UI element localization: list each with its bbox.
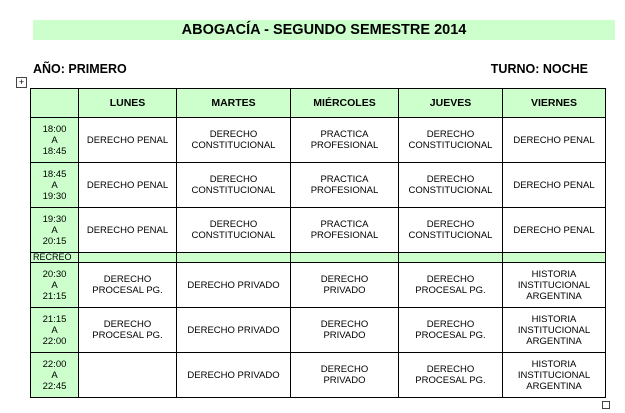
class-cell: [503, 353, 606, 398]
schedule-row: [31, 308, 606, 353]
class-line: PRIVADO: [323, 375, 366, 386]
time-line: A: [51, 324, 58, 336]
class-line: DERECHO: [209, 129, 258, 140]
class-cell: [399, 163, 503, 208]
class-line: PROCESAL PG.: [92, 330, 163, 341]
schedule-row: [31, 353, 606, 398]
time-line: 18:45: [42, 145, 67, 157]
schedule-row: [31, 118, 606, 163]
header-day: VIERNES: [503, 89, 606, 118]
class-cell: [79, 118, 177, 163]
class-line: PROCESAL PG.: [92, 285, 163, 296]
time-line: 19:30: [42, 213, 67, 225]
time-cell: [31, 308, 79, 353]
class-cell: [503, 263, 606, 308]
page-title: ABOGACÍA - SEGUNDO SEMESTRE 2014: [33, 20, 615, 40]
class-line: DERECHO: [320, 319, 369, 330]
class-cell: [177, 118, 291, 163]
table-resize-handle-icon[interactable]: [602, 401, 610, 409]
class-cell: [79, 163, 177, 208]
class-cell: [79, 353, 177, 398]
class-cell: [177, 353, 291, 398]
break-row: [31, 253, 606, 263]
class-cell: [291, 353, 399, 398]
class-line: DERECHO: [426, 219, 475, 230]
class-line: CONSTITUCIONAL: [408, 230, 493, 241]
class-line: HISTORIA: [531, 358, 577, 370]
header-day: MARTES: [177, 89, 291, 118]
time-line: A: [51, 179, 58, 191]
header-row: [31, 89, 606, 118]
class-cell: [399, 118, 503, 163]
time-line: A: [51, 224, 58, 236]
class-line: INSTITUCIONAL: [517, 369, 591, 381]
class-line: DERECHO: [320, 274, 369, 285]
class-cell: [291, 163, 399, 208]
time-line: A: [51, 369, 58, 381]
class-line: PRIVADO: [323, 330, 366, 341]
year-label: AÑO: PRIMERO: [33, 62, 127, 76]
class-cell: [177, 208, 291, 253]
class-cell: [79, 263, 177, 308]
time-line: 20:30: [42, 268, 67, 280]
time-line: 18:00: [42, 123, 67, 135]
break-cell: [399, 253, 503, 263]
class-line: INSTITUCIONAL: [517, 324, 591, 336]
class-line: DERECHO PRIVADO: [187, 369, 280, 381]
class-line: DERECHO: [103, 274, 152, 285]
class-line: PROCESAL PG.: [415, 375, 486, 386]
shift-label: TURNO: NOCHE: [490, 62, 588, 76]
class-line: DERECHO: [320, 364, 369, 375]
class-line: DERECHO: [209, 174, 258, 185]
class-cell: [399, 263, 503, 308]
class-line: DERECHO PENAL: [86, 179, 169, 191]
time-line: 21:15: [42, 290, 67, 302]
class-line: PROCESAL PG.: [415, 285, 486, 296]
class-line: ARGENTINA: [526, 335, 582, 347]
class-cell: [291, 208, 399, 253]
class-line: PROFESIONAL: [310, 185, 379, 196]
class-line: CONSTITUCIONAL: [191, 185, 276, 196]
break-cell: [177, 253, 291, 263]
class-line: DERECHO PENAL: [86, 134, 169, 146]
class-cell: [177, 263, 291, 308]
time-cell: [31, 353, 79, 398]
break-label: RECREO: [31, 253, 79, 263]
class-line: DERECHO PENAL: [513, 224, 595, 236]
time-cell: [31, 163, 79, 208]
class-cell: [177, 308, 291, 353]
class-line: PROFESIONAL: [310, 140, 379, 151]
class-line: PRACTICA: [320, 174, 369, 185]
class-cell: [79, 308, 177, 353]
class-line: DERECHO PENAL: [86, 224, 169, 236]
class-cell: [503, 163, 606, 208]
time-line: A: [51, 134, 58, 146]
class-line: PROFESIONAL: [310, 230, 379, 241]
class-line: DERECHO: [209, 219, 258, 230]
schedule-table: [30, 88, 606, 398]
class-line: PRIVADO: [323, 285, 366, 296]
class-line: DERECHO: [426, 364, 475, 375]
class-cell: [399, 208, 503, 253]
class-line: HISTORIA: [531, 313, 577, 325]
time-line: 20:15: [42, 235, 67, 247]
time-line: 22:45: [42, 380, 67, 392]
class-cell: [399, 353, 503, 398]
class-line: ARGENTINA: [526, 380, 582, 392]
time-line: 22:00: [42, 335, 67, 347]
class-cell: [503, 208, 606, 253]
break-cell: [503, 253, 606, 263]
header-day: LUNES: [79, 89, 177, 118]
schedule-row: [31, 263, 606, 308]
class-line: HISTORIA: [531, 268, 577, 280]
time-cell: [31, 118, 79, 163]
class-line: DERECHO: [426, 274, 475, 285]
header-day: MIÉRCOLES: [291, 89, 399, 118]
class-line: ARGENTINA: [526, 290, 582, 302]
class-line: PROCESAL PG.: [415, 330, 486, 341]
time-line: A: [51, 279, 58, 291]
class-cell: [79, 208, 177, 253]
class-line: DERECHO PENAL: [513, 134, 595, 146]
class-cell: [399, 308, 503, 353]
schedule-row: [31, 163, 606, 208]
time-cell: [31, 263, 79, 308]
class-line: DERECHO: [426, 174, 475, 185]
time-line: 18:45: [42, 168, 67, 180]
class-line: DERECHO PRIVADO: [187, 279, 280, 291]
class-cell: [503, 118, 606, 163]
time-line: 19:30: [42, 190, 67, 202]
class-cell: [291, 263, 399, 308]
break-cell: [291, 253, 399, 263]
class-line: DERECHO: [103, 319, 152, 330]
table-move-handle-icon[interactable]: +: [16, 77, 27, 88]
break-cell: [79, 253, 177, 263]
header-day: JUEVES: [399, 89, 503, 118]
class-line: PRACTICA: [320, 219, 369, 230]
class-line: CONSTITUCIONAL: [191, 140, 276, 151]
class-line: DERECHO PENAL: [513, 179, 595, 191]
time-cell: [31, 208, 79, 253]
class-cell: [177, 163, 291, 208]
class-cell: [291, 118, 399, 163]
class-line: INSTITUCIONAL: [517, 279, 591, 291]
class-line: DERECHO: [426, 129, 475, 140]
class-line: PRACTICA: [320, 129, 369, 140]
class-line: DERECHO PRIVADO: [187, 324, 280, 336]
time-line: 22:00: [42, 358, 67, 370]
class-line: DERECHO: [426, 319, 475, 330]
class-line: CONSTITUCIONAL: [408, 185, 493, 196]
time-line: 21:15: [42, 313, 67, 325]
header-time-corner: [31, 89, 79, 118]
class-line: CONSTITUCIONAL: [191, 230, 276, 241]
class-line: CONSTITUCIONAL: [408, 140, 493, 151]
class-cell: [503, 308, 606, 353]
schedule-row: [31, 208, 606, 253]
class-cell: [291, 308, 399, 353]
